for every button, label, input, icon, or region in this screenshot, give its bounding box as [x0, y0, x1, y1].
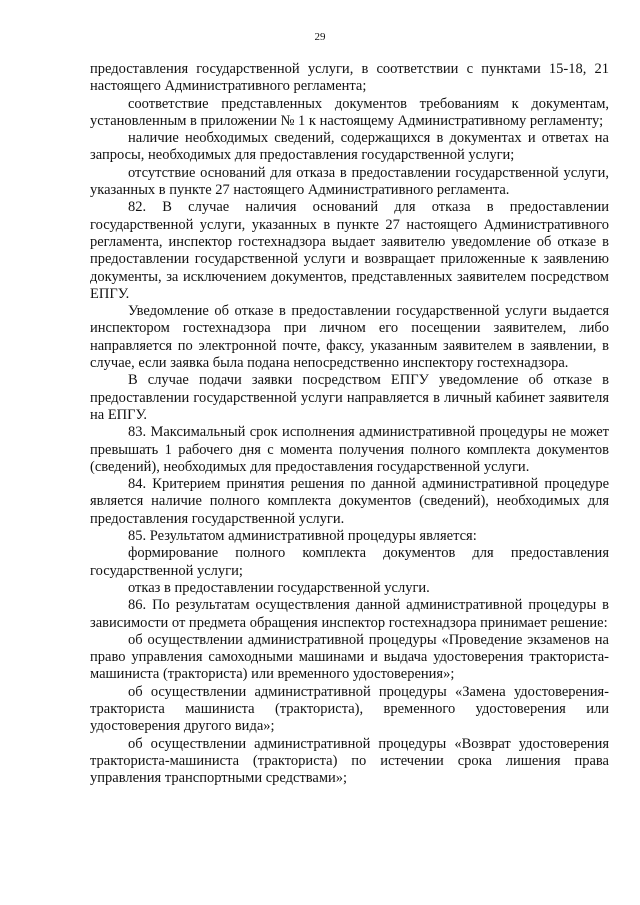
paragraph: соответствие представленных документов требованиям к документам, установленным в приложении № 1 к настоящему Административному регламенту;: [90, 95, 609, 129]
paragraph: В случае подачи заявки посредством ЕПГУ уведомление об отказе в предоставлении государственной услуги направляется в личный кабинет заявителя на ЕПГУ.: [90, 372, 609, 423]
paragraph: отказ в предоставлении государственной услуги.: [128, 579, 430, 596]
paragraph-continuation: предоставления государственной услуги, в соответствии с пунктами 15-18, 21 настоящего Административного регламента;: [90, 61, 609, 95]
paragraph: об осуществлении административной процедуры «Замена удостоверения-тракториста машиниста (тракториста), временного удостоверения или удостоверения другого вида»;: [90, 683, 609, 735]
paragraph-83: 83. Максимальный срок исполнения административной процедуры не может превышать 1 рабочего дня с момента получения полного комплекта документов (сведений), необходимых для предоставления государственной услуги.: [90, 424, 609, 475]
paragraph-82: 82. В случае наличия оснований для отказа в предоставлении государственной услуги, указанных в пункте 27 настоящего Административного регламента, инспектор гостехнадзора выдает заявителю уведомление об отказе в предоставлении государственной услуги и возвращает приложенные к заявлению документы, за исключением документов, представленных заявителем посредством ЕПГУ.: [90, 199, 609, 302]
document-body: [90, 61, 609, 787]
paragraph: формирование полного комплекта документов для предоставления государственной услуги;: [90, 545, 609, 579]
paragraph-86: 86. По результатам осуществления данной административной процедуры в зависимости от предмета обращения инспектор гостехнадзора принимает решение:: [90, 597, 609, 631]
paragraph: об осуществлении административной процедуры «Возврат удостоверения тракториста-машиниста (тракториста) по истечении срока лишения права управления транспортными средствами»;: [90, 735, 609, 787]
paragraph-84: 84. Критерием принятия решения по данной административной процедуре является наличие полного комплекта документов (сведений), необходимых для предоставления государственной услуги.: [90, 476, 609, 527]
paragraph: Уведомление об отказе в предоставлении государственной услуги выдается инспектором гостехнадзора при личном его посещении заявителем, либо направляется по электронной почте, факсу, указанным заявителем в заявлении, в случае, если заявка была подана непосредственно инспектору гостехнадзора.: [90, 303, 609, 372]
paragraph: об осуществлении административной процедуры «Проведение экзаменов на право управления самоходными машинами и выдача удостоверения тракториста-машиниста (тракториста) или временного удостоверения»;: [90, 631, 609, 683]
page-number: 29: [314, 31, 326, 43]
paragraph-85: 85. Результатом административной процедуры является:: [128, 528, 477, 545]
paragraph: наличие необходимых сведений, содержащихся в документах и ответах на запросы, необходимых для предоставления государственной услуги;: [90, 130, 609, 164]
paragraph: отсутствие оснований для отказа в предоставлении государственной услуги, указанных в пункте 27 настоящего Административного регламента.: [90, 164, 609, 199]
